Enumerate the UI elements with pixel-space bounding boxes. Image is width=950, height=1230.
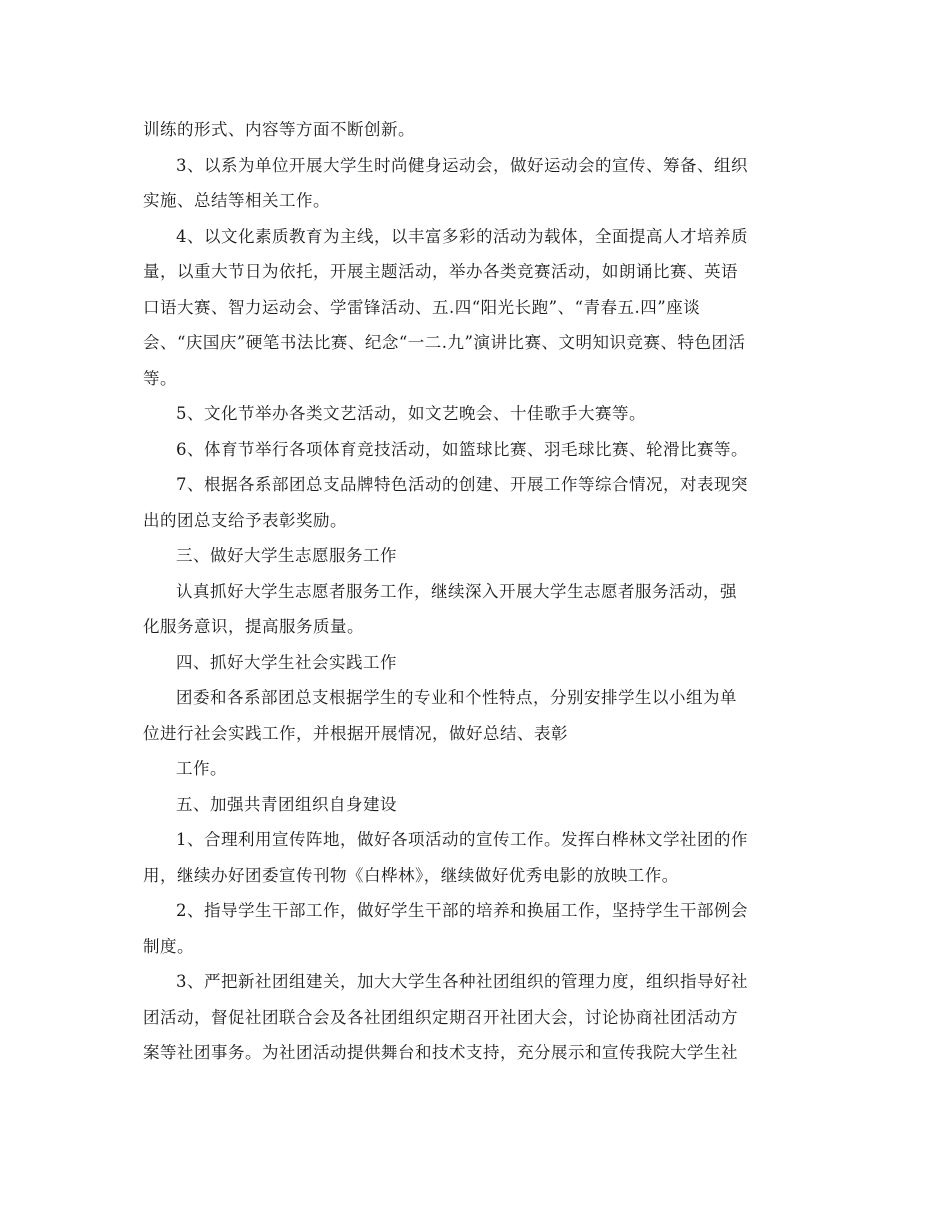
text-line: 用，继续办好团委宣传刊物《白桦林》，继续做好优秀电影的放映工作。 [143, 865, 679, 885]
text-line: 工作。 [176, 759, 227, 778]
text-line: 量，以重大节日为依托，开展主题活动，举办各类竞赛活动，如朗诵比赛、英语 [143, 262, 738, 281]
text-line: 团活动，督促社团联合会及各社团组织定期召开社团大会，讨论协商社团活动方 [143, 1007, 738, 1027]
text-line: 口语大赛、智力运动会、学雷锋活动、五.四“阳光长跑”、“青春五.四”座谈 [143, 297, 701, 317]
text-line: 三、做好大学生志愿服务工作 [176, 546, 397, 565]
text-line: 位进行社会实践工作，并根据开展情况，做好总结、表彰 [143, 723, 568, 743]
text-line: 四、抓好大学生社会实践工作 [176, 652, 397, 672]
text-line: 团委和各系部团总支根据学生的专业和个性特点，分别安排学生以小组为单 [176, 688, 737, 707]
text-line: 7、根据各系部团总支品牌特色活动的创建、开展工作等综合情况，对表现突 [176, 475, 748, 494]
text-line: 3、以系为单位开展大学生时尚健身运动会，做好运动会的宣传、筹备、组织 [176, 155, 748, 175]
text-line: 实施、总结等相关工作。 [143, 191, 330, 210]
text-line: 制度。 [143, 936, 194, 956]
document-body [143, 112, 807, 1071]
text-line: 五、加强共青团组织自身建设 [176, 794, 397, 814]
text-line: 会、“庆国庆”硬笔书法比赛、纪念“一二.九”演讲比赛、文明知识竞赛、特色团活 [143, 333, 746, 352]
text-line: 6、体育节举行各项体育竞技活动，如篮球比赛、羽毛球比赛、轮滑比赛等。 [176, 439, 748, 459]
text-line: 2、指导学生干部工作，做好学生干部的培养和换届工作，坚持学生干部例会 [176, 901, 748, 920]
text-line: 出的团总支给予表彰奖励。 [143, 510, 347, 530]
text-line: 训练的形式、内容等方面不断创新。 [143, 120, 415, 139]
text-line: 4、以文化素质教育为主线，以丰富多彩的活动为载体，全面提高人才培养质 [176, 226, 748, 246]
text-line: 3、严把新社团组建关，加大大学生各种社团组织的管理力度，组织指导好社 [176, 972, 748, 991]
text-line: 等。 [143, 368, 177, 388]
text-line: 化服务意识，提高服务质量。 [143, 617, 364, 636]
text-line: 认真抓好大学生志愿者服务工作，继续深入开展大学生志愿者服务活动，强 [176, 581, 737, 601]
text-line: 案等社团事务。为社团活动提供舞台和技术支持，充分展示和宣传我院大学生社 [143, 1043, 738, 1062]
text-line: 5、文化节举办各类文艺活动，如文艺晚会、十佳歌手大赛等。 [176, 404, 646, 423]
text-line: 1、合理利用宣传阵地，做好各项活动的宣传工作。发挥白桦林文学社团的作 [176, 830, 748, 849]
